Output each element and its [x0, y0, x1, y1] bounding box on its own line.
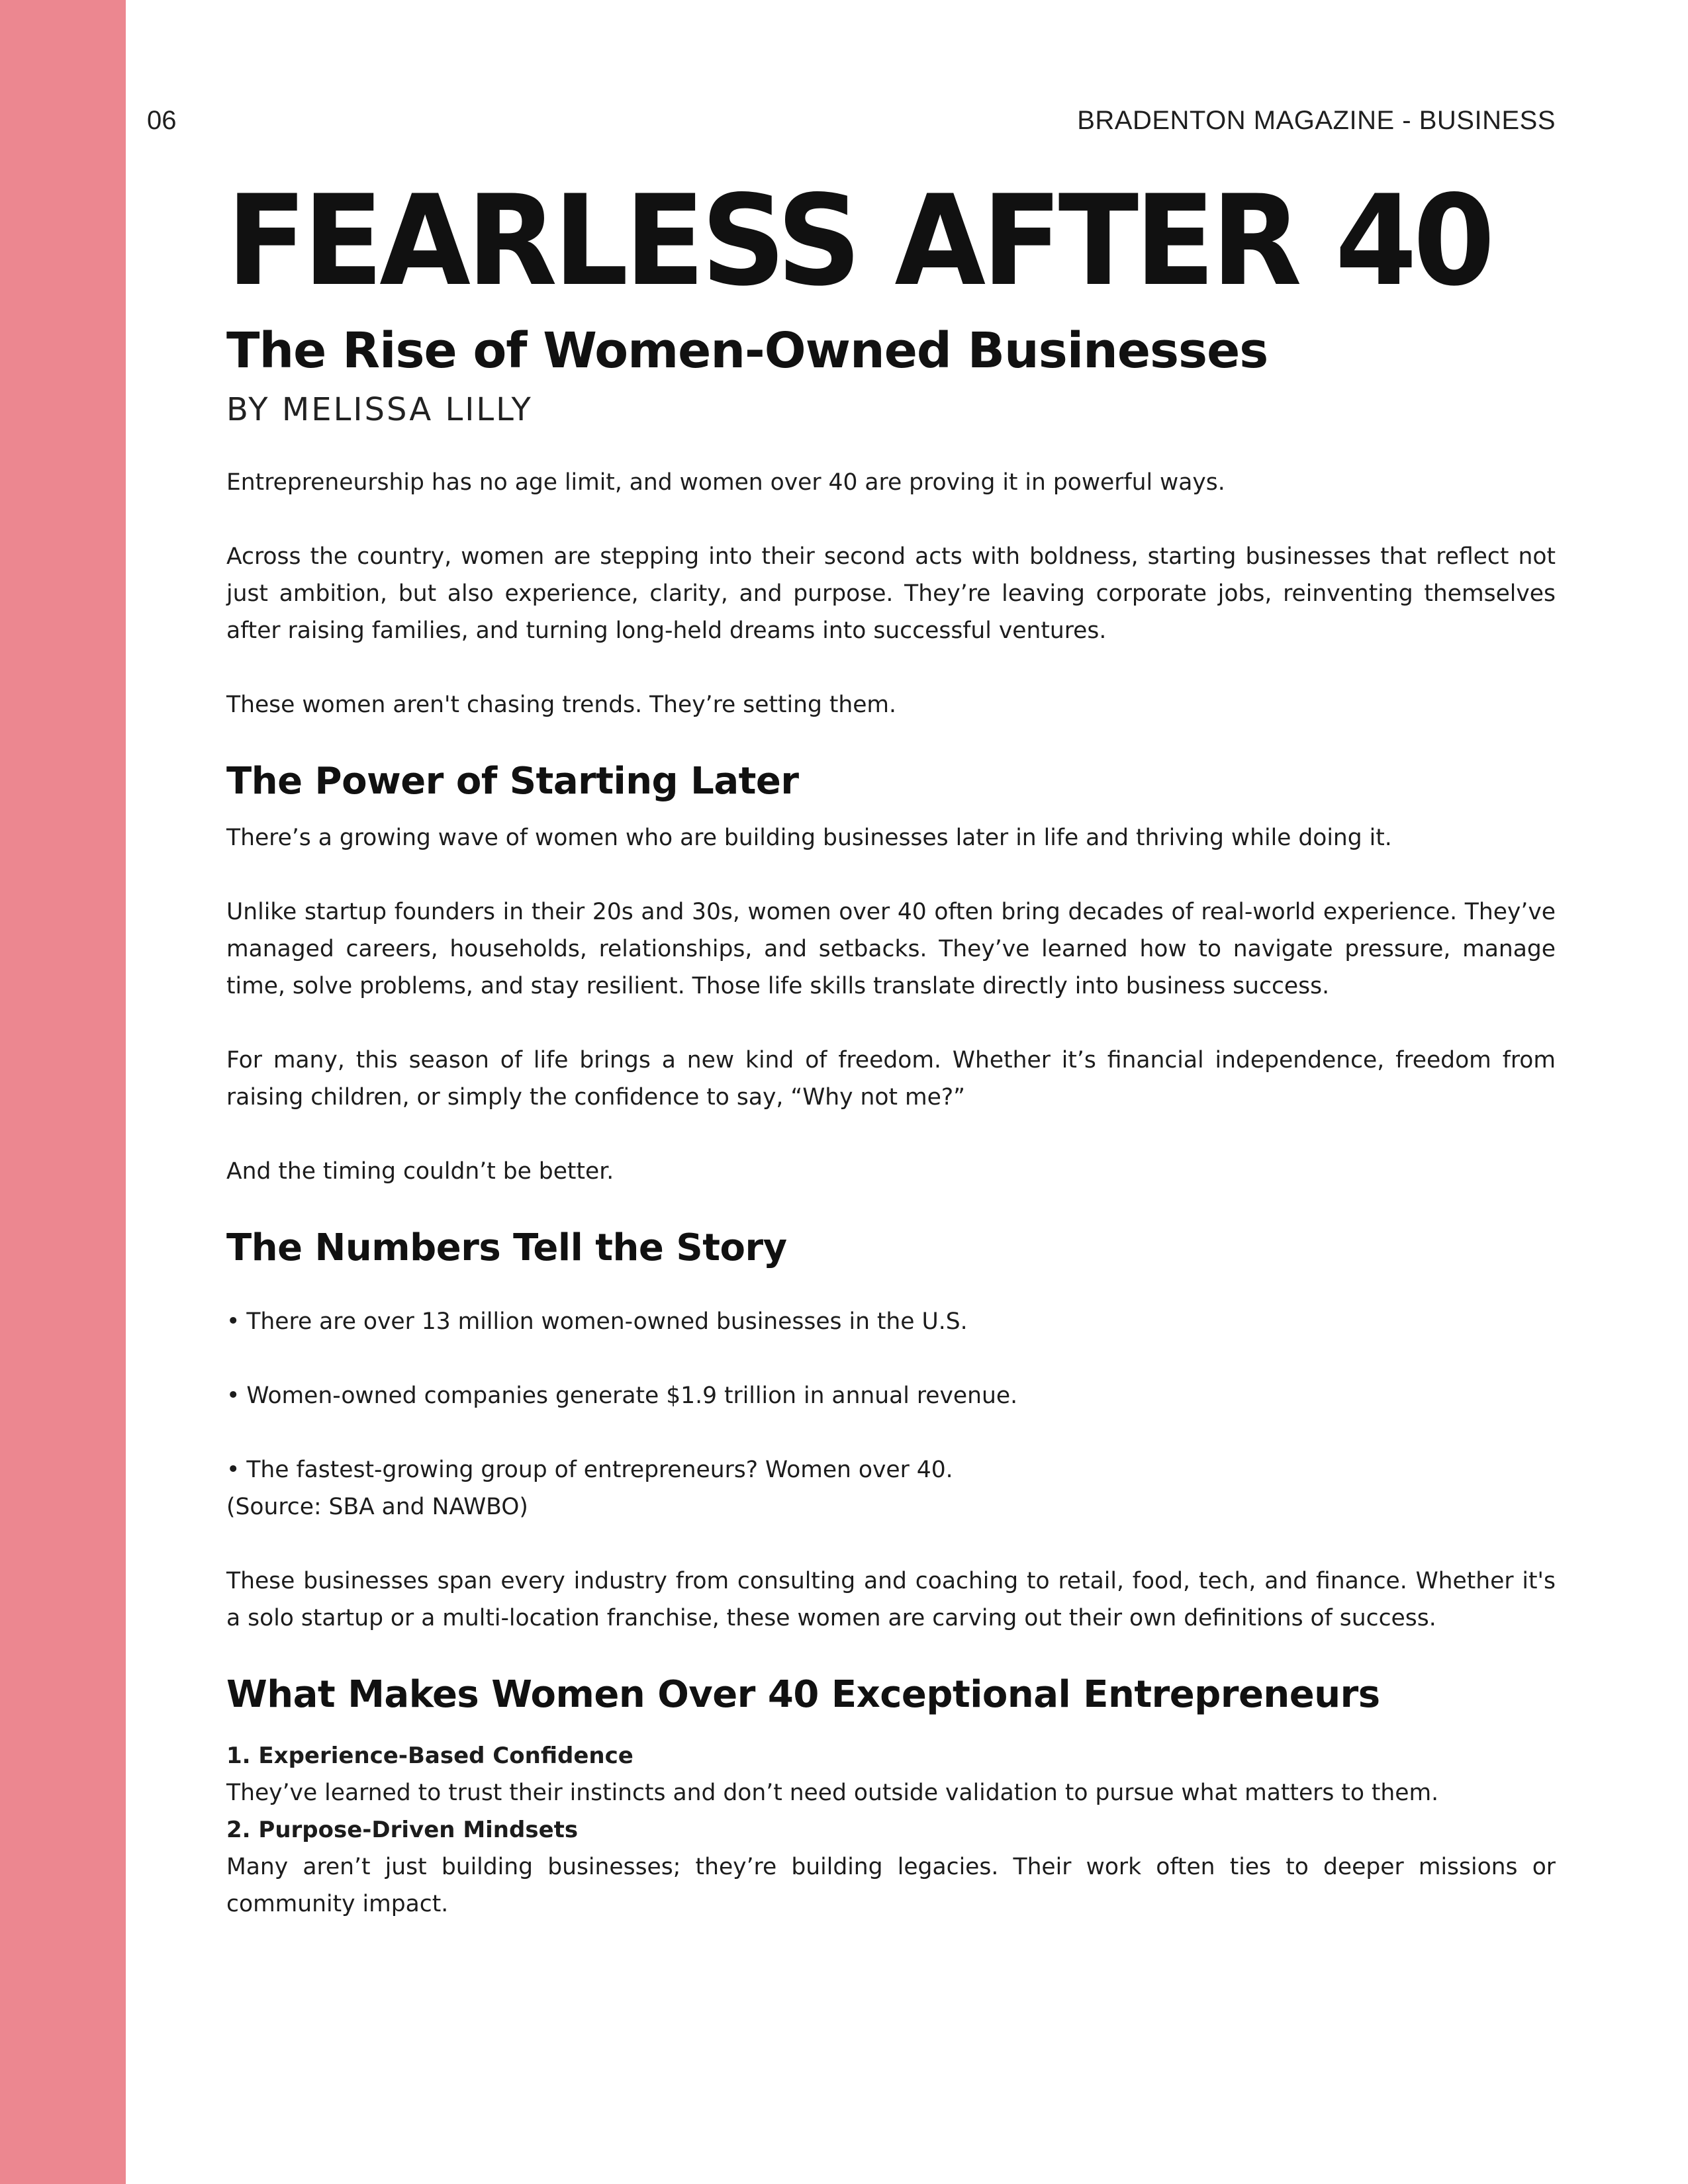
stat-bullet — [226, 1377, 1556, 1414]
section-paragraph: These businesses span every industry from consulting and coaching to retail, food, tech, and finance. Whether it's a solo startup or a multi-location franchise, these women are carving out their own definitions of success. — [226, 1568, 1556, 1632]
list-item-title: 2. Purpose-Driven Mindsets — [226, 1816, 579, 1843]
page-number: 06 — [147, 106, 177, 135]
stat-bullet — [226, 1303, 1556, 1340]
list-item-title: 1. Experience-Based Confidence — [226, 1742, 633, 1769]
running-head: BRADENTON MAGAZINE - BUSINESS — [1077, 106, 1556, 135]
section-heading-power-of-starting-later: The Power of Starting Later — [226, 759, 799, 803]
stat-bullet-text: Women-owned companies generate $1.9 trillion in annual revenue. — [246, 1383, 1018, 1410]
article-subtitle: The Rise of Women-Owned Businesses — [226, 322, 1268, 379]
intro-paragraph: Across the country, women are stepping into their second acts with boldness, starting businesses that reflect not just ambition, but also experience, clarity, and purpose. They’re leaving corporate jobs, reinventing themselves after raising families, and turning long-held dreams into successful ventures. — [226, 543, 1556, 644]
section-paragraph: For many, this season of life brings a new kind of freedom. Whether it’s financial independence, freedom from raising children, or simply the confidence to say, “Why not me?” — [226, 1047, 1556, 1111]
section-paragraph: Unlike startup founders in their 20s and 30s, women over 40 often bring decades of real-world experience. They’ve managed careers, households, relationships, and setbacks. They’ve learned how to navigate pressure, manage time, solve problems, and stay resilient. Those life skills translate directly into business success. — [226, 899, 1556, 1000]
byline: BY MELISSA LILLY — [226, 391, 533, 429]
pink-sidebar-stripe — [0, 0, 126, 2184]
bullet-icon: • — [226, 1457, 240, 1484]
section-heading-numbers-tell-the-story: The Numbers Tell the Story — [226, 1226, 787, 1270]
section-heading-exceptional-entrepreneurs: What Makes Women Over 40 Exceptional Entrepreneurs — [226, 1673, 1380, 1717]
intro-paragraph: These women aren't chasing trends. They’re setting them. — [226, 691, 897, 718]
section-paragraph: And the timing couldn’t be better. — [226, 1158, 614, 1185]
section-paragraph: There’s a growing wave of women who are building businesses later in life and thriving while doing it. — [226, 825, 1392, 852]
list-item-text: They’ve learned to trust their instincts and don’t need outside validation to pursue what matters to them. — [226, 1779, 1439, 1806]
stat-bullet — [226, 1451, 1556, 1488]
article-title: FEARLESS AFTER 40 — [226, 168, 1491, 314]
bullet-icon: • — [226, 1383, 240, 1410]
stat-bullet-text: The fastest-growing group of entrepreneurs? Women over 40. — [246, 1457, 953, 1484]
stat-bullet-text: There are over 13 million women-owned businesses in the U.S. — [246, 1308, 968, 1336]
list-item-text: Many aren’t just building businesses; they’re building legacies. Their work often ties to deeper missions or community impact. — [226, 1853, 1556, 1917]
bullet-icon: • — [226, 1308, 240, 1336]
intro-paragraph: Entrepreneurship has no age limit, and women over 40 are proving it in powerful ways. — [226, 469, 1225, 496]
article — [226, 168, 1556, 1923]
source-citation: (Source: SBA and NAWBO) — [226, 1494, 528, 1521]
